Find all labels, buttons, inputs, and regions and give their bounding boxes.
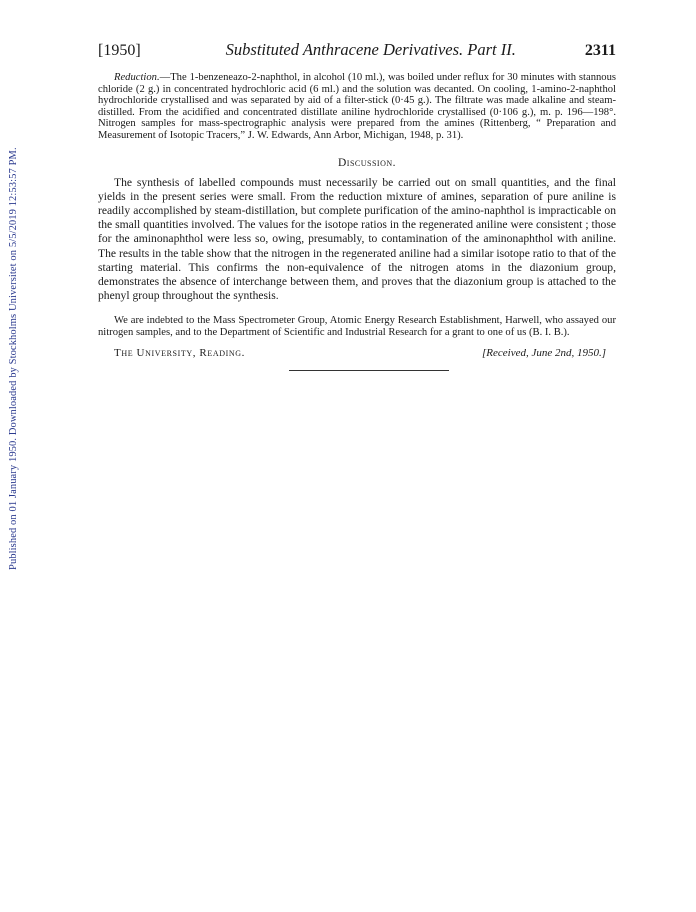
page-number: 2311 (584, 42, 616, 59)
running-head-title: Substituted Anthracene Derivatives. Part II. (225, 40, 516, 59)
affiliation: The University, Reading. (114, 346, 245, 359)
reduction-paragraph (98, 72, 616, 142)
download-stamp-text: Published on 01 January 1950. Downloaded by Stockholms Universitet on 5/5/2019 12:53:57 PM. (8, 147, 19, 570)
footer-line (98, 347, 616, 359)
reduction-lead: Reduction. (114, 72, 160, 83)
acknowledgement-paragraph: We are indebted to the Mass Spectrometer Group, Atomic Energy Research Establishment, Harwell, who assayed our nitrogen samples, and to the Department of Scientific and Industrial Research for a grant to one of us (B. I. B.). (98, 315, 616, 338)
download-stamp (8, 140, 22, 570)
received-date: [Received, June 2nd, 1950.] (481, 346, 606, 359)
discussion-paragraph: The synthesis of labelled compounds must necessarily be carried out on small quantities, and the final yields in the present series were small. From the reduction mixture of amines, separation of pure aniline is readily accomplished by steam-distillation, but complete purification of the amino-naphthol is impracticable on the small quantities involved. The values for the isotope ratios in the regenerated aniline were consistent ; those for the aminonaphthol were less so, owing, presumably, to contamination of the aminonaphthol with aniline. The results in the table show that the nitrogen in the regenerated aniline had a similar isotope ratio to that of the starting material. This confirms the non-equivalence of the nitrogen atoms in the diazonium group, demonstrates the absence of interchange between them, and proves that the diazonium group is attached to the phenyl group throughout the synthesis. (98, 175, 616, 303)
running-head-year: [1950] (98, 42, 141, 59)
journal-page (98, 40, 616, 371)
discussion-heading: Discussion. (337, 156, 397, 169)
reduction-text: —The 1-benzeneazo-2-naphthol, in alcohol (10 ml.), was boiled under reflux for 30 minutes with stannous chloride (2 g.) in concentrated hydrochloric acid (6 ml.) and the solution was decanted. On cooling, 1-amino-2-naphthol hydrochloride crystallised and was separated by aid of a filter-stick (0·45 g.). The filtrate was made alkaline and steam-distilled. From the acidified and concentrated distillate aniline hydrochloride crystallised (0·106 g.), m. p. 196—198°. Nitrogen samples for mass-spectrographic analysis were prepared from the amines (Rittenberg, “ Preparation and Measurement of Isotopic Tracers,” J. W. Edwards, Ann Arbor, Michigan, 1948, p. 31). (98, 72, 616, 141)
end-rule (289, 370, 449, 371)
running-head (98, 40, 616, 62)
